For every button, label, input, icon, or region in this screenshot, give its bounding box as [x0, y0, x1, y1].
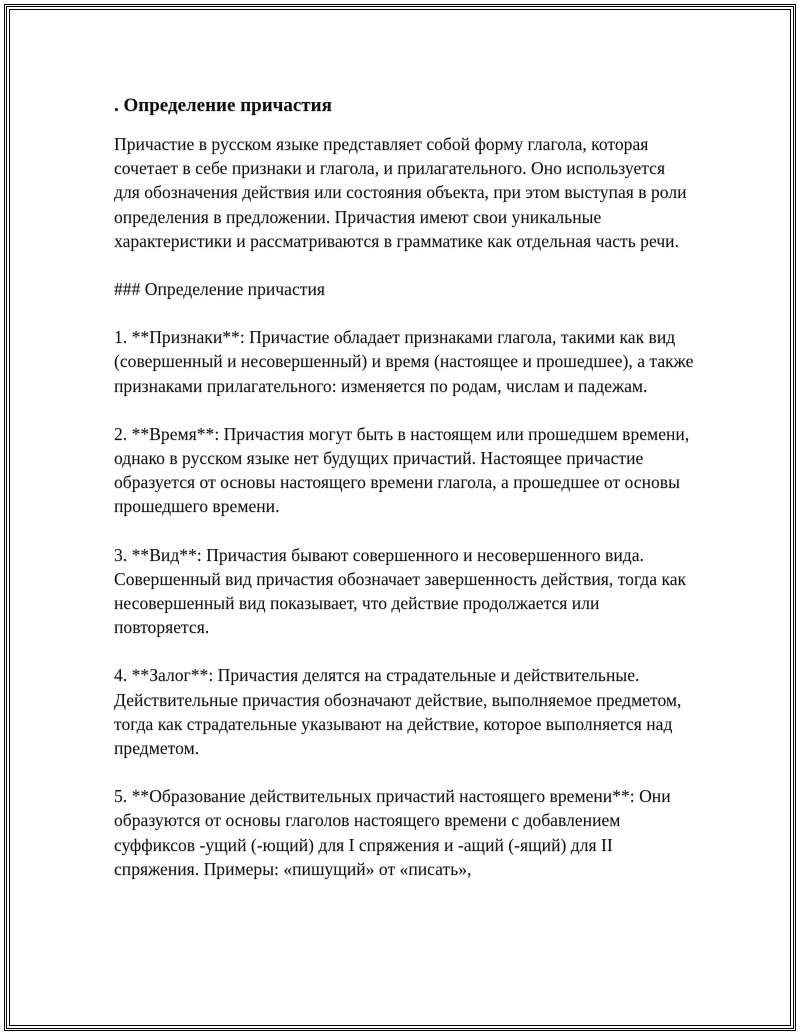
list-item-tense: 2. **Время**: Причастия могут быть в настоящем или прошедшем времени, однако в русском языке нет будущих причастий. Настоящее причастие образуется от основы настоящего времени глагола, а прошедшее от основы прошедшего времени. [114, 423, 690, 517]
document-heading: . Определение причастия [114, 95, 332, 116]
intro-paragraph: Причастие в русском языке представляет собой форму глагола, которая сочетает в себе признаки и глагола, и прилагательного. Оно используется для обозначения действия или состояния объекта, при этом выступая в роли определения в предложении. Причастия имеют свои уникальные характеристики и рассматриваются в грамматике как отдельная часть речи. [114, 134, 687, 251]
list-item-features: 1. **Признаки**: Причастие обладает признаками глагола, такими как вид (совершенный и несовершенный) и время (настоящее и прошедшее), а также признаками прилагательного: изменяется по родам, числам и падежам. [114, 327, 694, 396]
list-item-aspect: 3. **Вид**: Причастия бывают совершенного и несовершенного вида. Совершенный вид причастия обозначает завершенность действия, тогда как несовершенный вид показывает, что действие продолжается или повторяется. [114, 544, 687, 638]
list-item-formation: 5. **Образование действительных причастий настоящего времени**: Они образуются от основы глаголов настоящего времени с добавлением суффиксов -ущий (-ющий) для I спряжения и -ащий (-ящий) для II спряжения. Примеры: «пишущий» от «писать», [114, 786, 671, 879]
section-subheading: ### Определение причастия [114, 279, 325, 300]
document-body [114, 92, 694, 905]
list-item-voice: 4. **Залог**: Причастия делятся на страдательные и действительные. Действительные причастия обозначают действие, выполняемое предметом, тогда как страдательные указывают на действие, которое выполняется над предметом. [114, 665, 682, 759]
